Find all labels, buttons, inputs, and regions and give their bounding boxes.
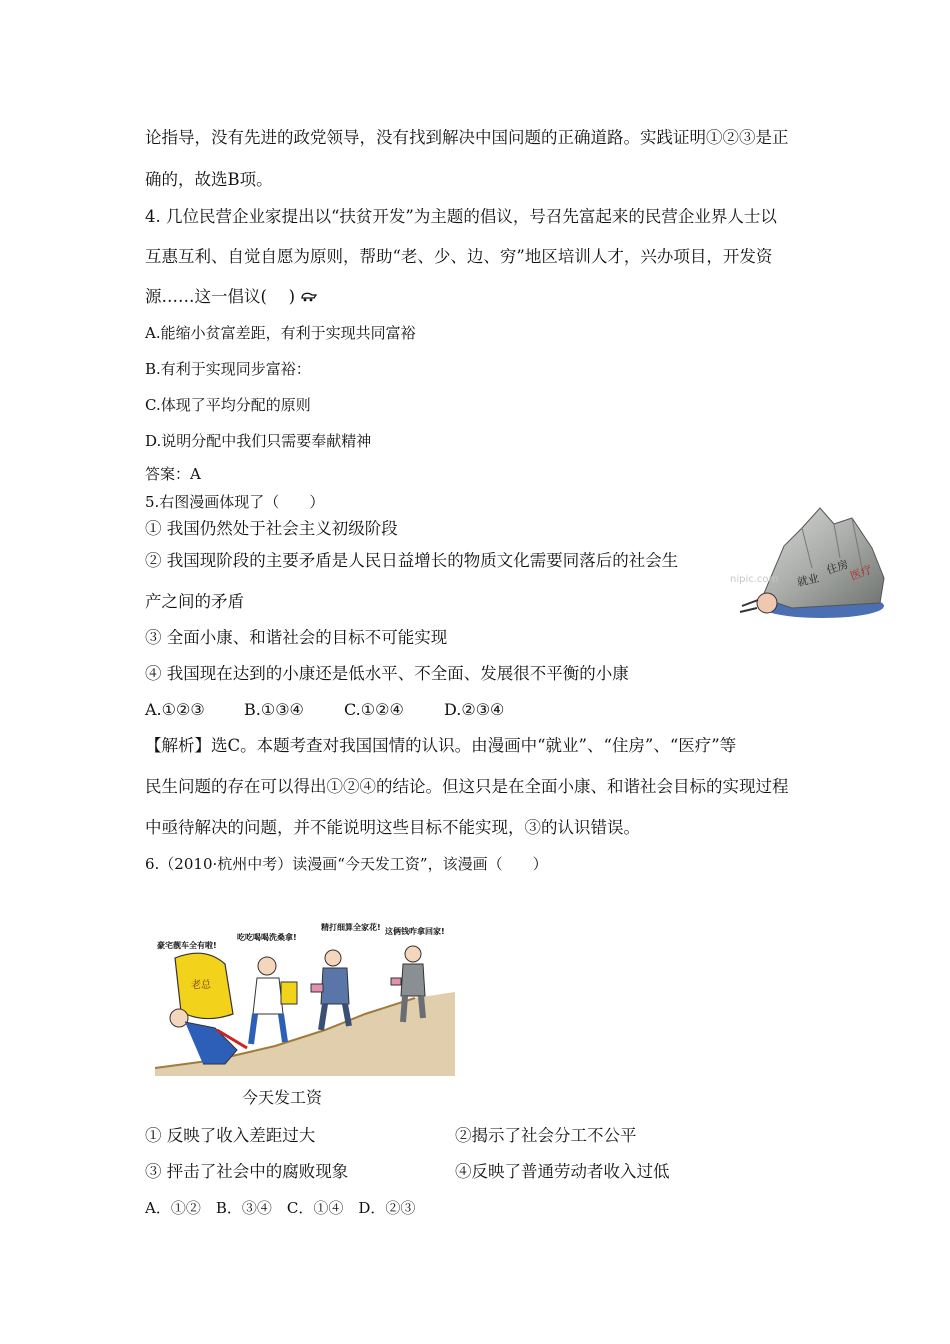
text-line: 论指导，没有先进的政党领导，没有找到解决中国问题的正确道路。实践证明①②③是正 — [145, 128, 789, 147]
cartoon-payday-image — [155, 918, 455, 1076]
text-line: 确的，故选B项。 — [145, 170, 273, 189]
mouse-glyph-icon — [300, 290, 318, 302]
option-c: C.①②④ — [344, 700, 404, 719]
statement-3: ③ 抨击了社会中的腐败现象 — [145, 1162, 349, 1181]
options: A．①② B．③④ C．①④ D．②③ — [145, 1199, 416, 1217]
statement-2-cont: 产之间的矛盾 — [145, 592, 244, 611]
statement-1: ① 我国仍然处于社会主义初级阶段 — [145, 519, 398, 538]
question-4-stem: 互惠互利、自觉自愿为原则，帮助“老、少、边、穷”地区培训人才，兴办项目，开发资 — [145, 247, 773, 266]
explanation: 中亟待解决的问题，并不能说明这些目标不能实现，③的认识错误。 — [145, 818, 640, 837]
speech-bubble: 这俩钱咋拿回家! — [385, 927, 445, 936]
question-4-stem-end: 源……这一倡议( ) — [145, 287, 296, 306]
question-5-stem: 5.右图漫画体现了（ ） — [145, 493, 325, 511]
cartoon-rock-image — [722, 488, 892, 638]
bag-label: 老总 — [191, 980, 211, 991]
option-c: C.体现了平均分配的原则 — [145, 396, 311, 414]
option-b: B.有利于实现同步富裕： — [145, 360, 311, 378]
statement-4: ④反映了普通劳动者收入过低 — [455, 1162, 670, 1181]
speech-bubble: 豪宅靓车全有啦! — [157, 941, 217, 950]
statement-1: ① 反映了收入差距过大 — [145, 1126, 316, 1145]
explanation: 民生问题的存在可以得出①②④的结论。但这只是在全面小康、和谐社会目标的实现过程 — [145, 777, 789, 796]
question-4-stem: 4. 几位民营企业家提出以“扶贫开发”为主题的倡议，号召先富起来的民营企业界人士以 — [145, 207, 777, 226]
option-d: D.②③④ — [444, 700, 505, 719]
rock-label-jiuye: 就业 — [795, 571, 821, 589]
option-d: D.说明分配中我们只需要奉献精神 — [145, 432, 372, 450]
watermark: nipic.com — [730, 574, 779, 585]
statement-2: ② 我国现阶段的主要矛盾是人民日益增长的物质文化需要同落后的社会生 — [145, 551, 679, 570]
speech-bubble: 精打细算全家花! — [321, 923, 381, 932]
explanation: 【解析】选C。本题考查对我国国情的认识。由漫画中“就业”、“住房”、“医疗”等 — [145, 736, 737, 755]
question-6-stem: 6.（2010·杭州中考）读漫画“今天发工资”，该漫画（ ） — [145, 855, 548, 873]
rock-label-yiliao: 医疗 — [848, 563, 874, 583]
statement-4: ④ 我国现在达到的小康还是低水平、不全面、发展很不平衡的小康 — [145, 664, 629, 683]
rock-label-zhufang: 住房 — [824, 557, 850, 577]
option-b: B.①③④ — [244, 700, 304, 719]
option-a: A.能缩小贫富差距，有利于实现共同富裕 — [145, 324, 416, 342]
cartoon-caption: 今天发工资 — [242, 1088, 323, 1107]
speech-bubble: 吃吃喝喝洗桑拿! — [237, 933, 297, 942]
answer: 答案：A — [145, 465, 201, 483]
statement-3: ③ 全面小康、和谐社会的目标不可能实现 — [145, 628, 448, 647]
option-a: A.①②③ — [145, 700, 205, 719]
statement-2: ②揭示了社会分工不公平 — [455, 1126, 637, 1145]
question-4-stem — [145, 287, 318, 307]
